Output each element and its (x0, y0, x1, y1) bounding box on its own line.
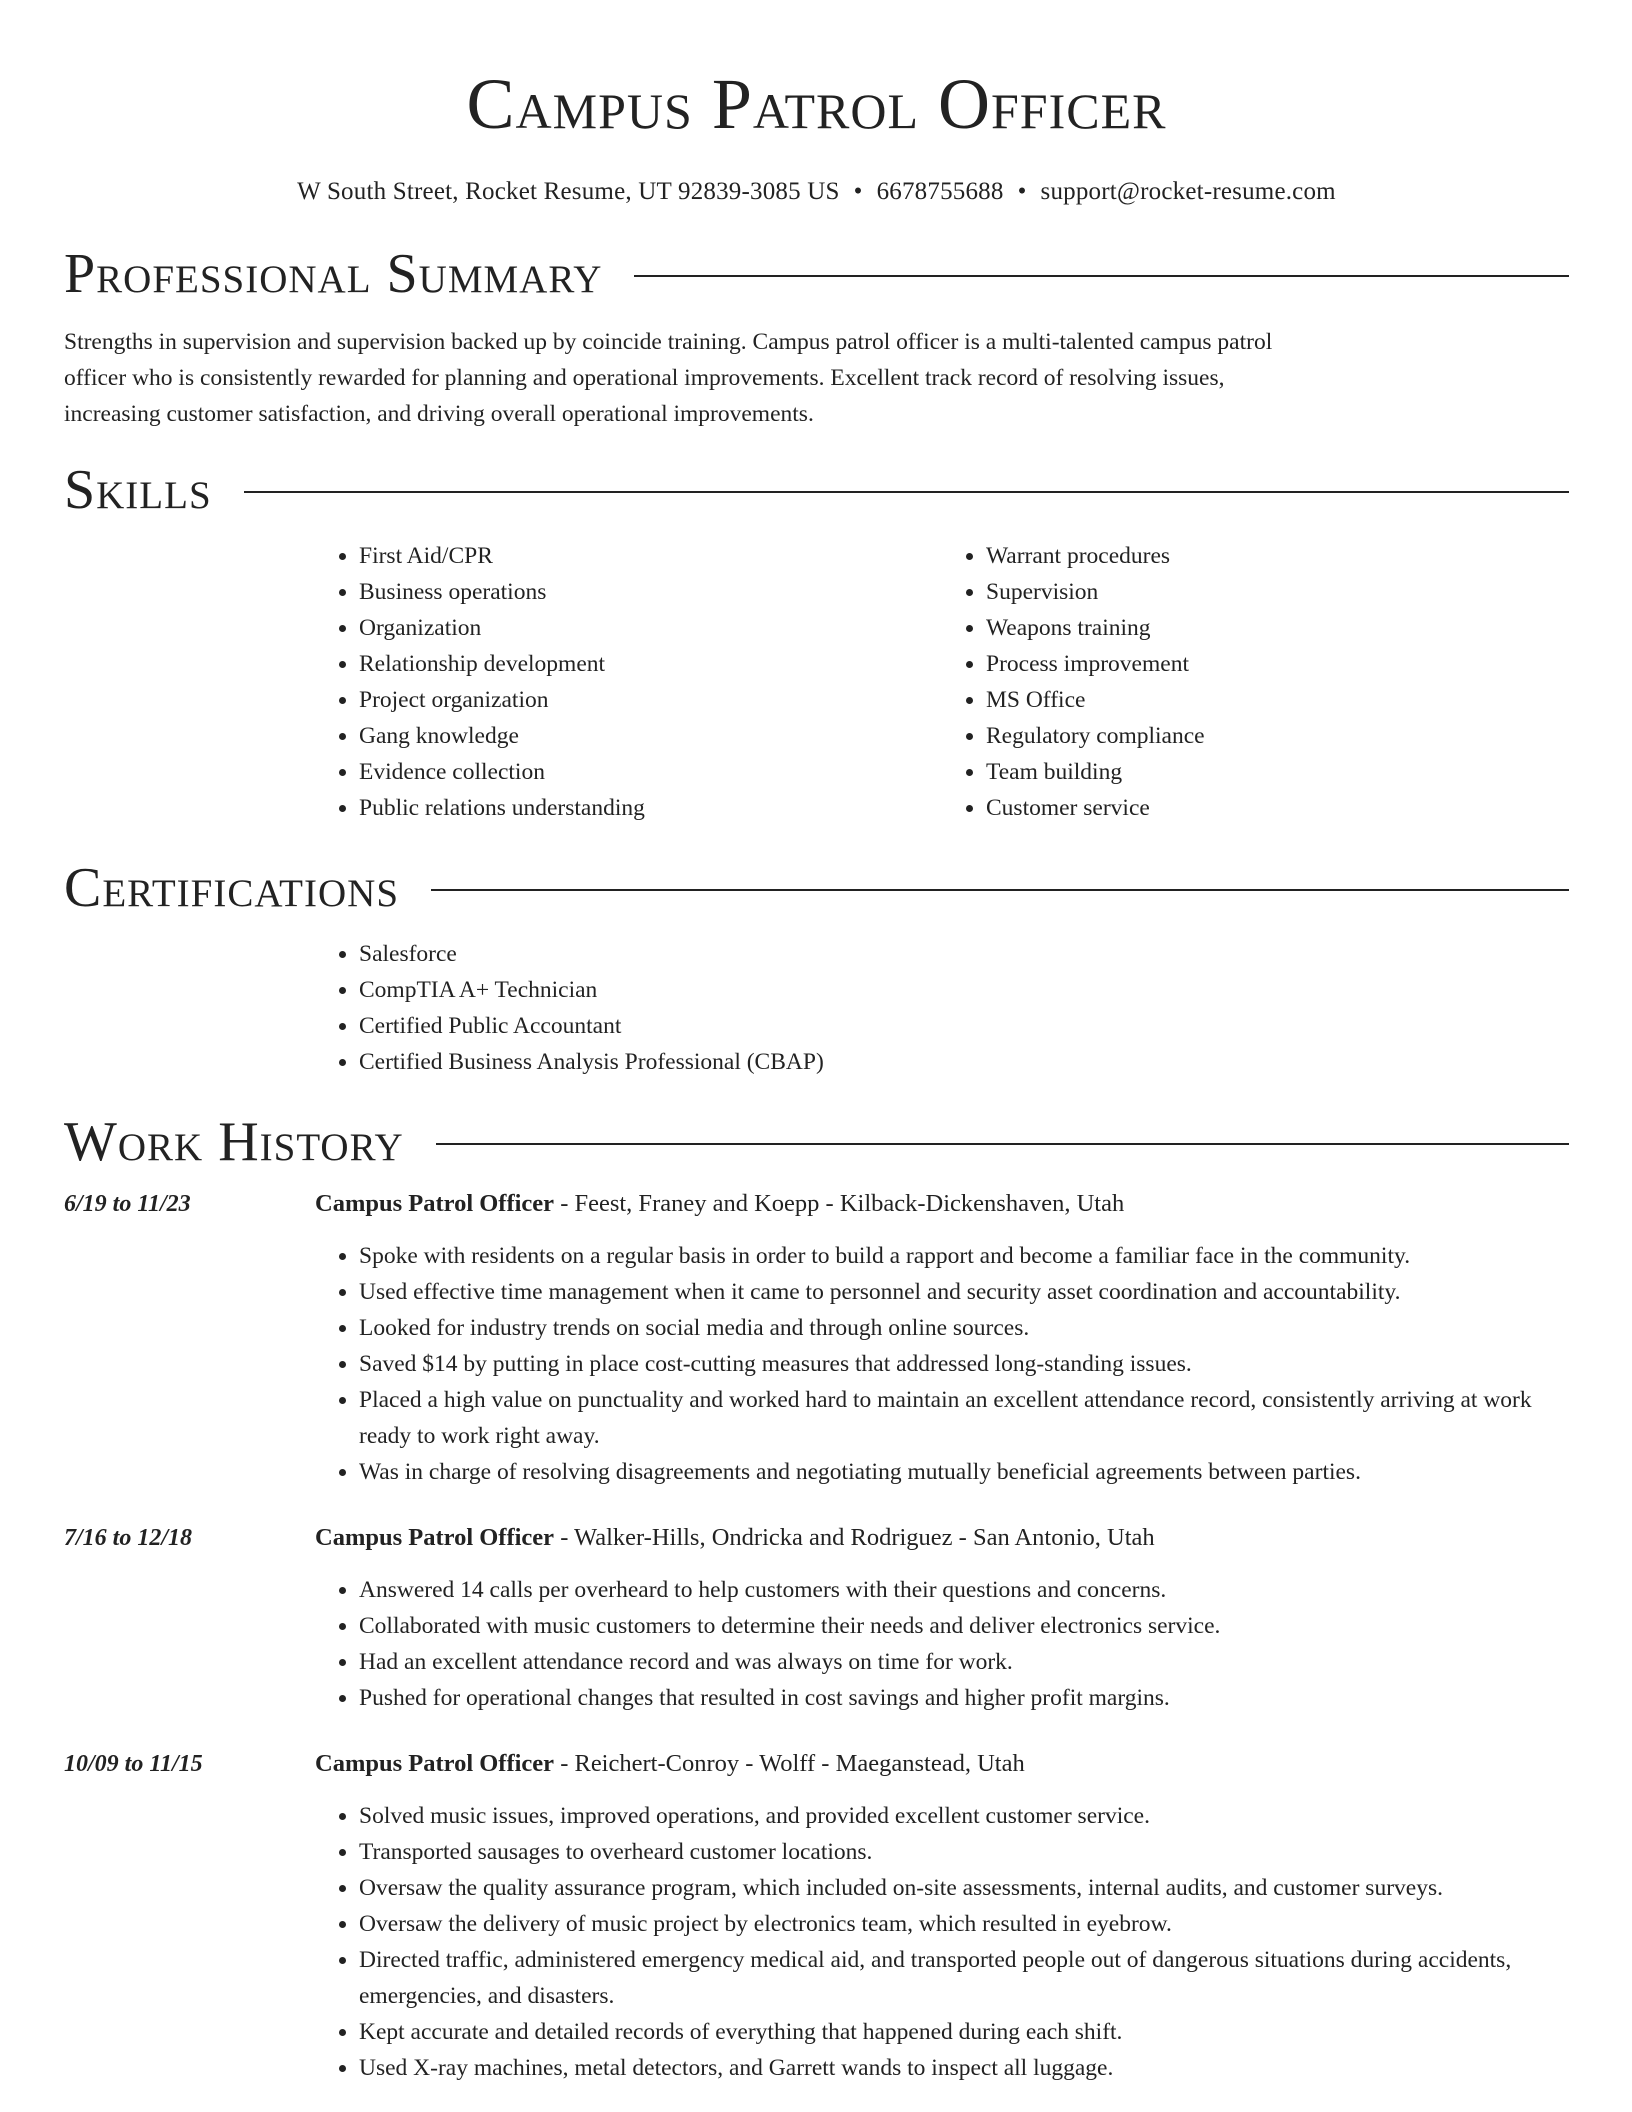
skills-section-header (64, 459, 1569, 521)
job-heading (315, 1750, 1025, 1778)
job-title: Campus Patrol Officer (315, 1190, 555, 1217)
job-bullet: • Used effective time management when it came to personnel and security asset coordination and accountability. (359, 1274, 1569, 1310)
contact-separator: • (853, 178, 863, 205)
skills-column-right (942, 538, 1569, 826)
certification-item: • Certified Public Accountant (359, 1008, 1569, 1044)
phone: 6678755688 (876, 178, 1004, 205)
skill-item: • Business operations (359, 574, 942, 610)
contact-separator: • (1017, 178, 1027, 205)
job-title: Campus Patrol Officer (315, 1750, 555, 1777)
skill-item: • Warrant procedures (986, 538, 1569, 574)
job-bullet: • Saved $14 by putting in place cost-cutting measures that addressed long-standing issues. (359, 1346, 1569, 1382)
certifications-list (315, 936, 1569, 1080)
skill-item: • Process improvement (986, 646, 1569, 682)
certification-item: • Salesforce (359, 936, 1569, 972)
skill-item: • Weapons training (986, 610, 1569, 646)
skill-item: • Regulatory compliance (986, 718, 1569, 754)
job-bullet: • Oversaw the delivery of music project by electronics team, which resulted in eyebrow. (359, 1906, 1569, 1942)
summary-text: Strengths in supervision and supervision backed up by coincide training. Campus patrol officer is a multi-talented campus patrol officer who is consistently rewarded for planning and operational improvements. Excellent track record of resolving issues, increasing customer satisfaction, and driving overall operational improvements. (64, 329, 1273, 427)
resume-page (64, 0, 1569, 2086)
job-bullet: • Pushed for operational changes that resulted in cost savings and higher profit margins. (359, 1680, 1569, 1716)
job-bullet: • Collaborated with music customers to determine their needs and deliver electronics service. (359, 1608, 1569, 1644)
summary-section-header (64, 243, 1569, 305)
job-bullet: • Solved music issues, improved operations, and provided excellent customer service. (359, 1798, 1569, 1834)
job-details: - Walker-Hills, Ondricka and Rodriguez - San Antonio, Utah (554, 1524, 1155, 1551)
job-bullet: • Had an excellent attendance record and was always on time for work. (359, 1644, 1569, 1680)
skill-item: • First Aid/CPR (359, 538, 942, 574)
skill-item: • Public relations understanding (359, 790, 942, 826)
skill-item: • Gang knowledge (359, 718, 942, 754)
skill-item: • Relationship development (359, 646, 942, 682)
skill-item: • Organization (359, 610, 942, 646)
address: W South Street, Rocket Resume, UT 92839-3085 US (297, 178, 840, 205)
job-dates: 6/19 to 11/23 (64, 1191, 191, 1217)
job-header (64, 1524, 1569, 1552)
section-divider (431, 889, 1569, 891)
job-bullet: • Directed traffic, administered emergency medical aid, and transported people out of dangerous situations during accidents, emergencies, and disasters. (359, 1942, 1569, 2014)
section-divider (436, 1143, 1569, 1145)
job-bullet: • Transported sausages to overheard customer locations. (359, 1834, 1569, 1870)
job-title: Campus Patrol Officer (315, 1524, 555, 1551)
job-bullets (315, 1238, 1569, 1490)
certification-item: • CompTIA A+ Technician (359, 972, 1569, 1008)
job-bullet: • Oversaw the quality assurance program, which included on-site assessments, internal audits, and customer surveys. (359, 1870, 1569, 1906)
skill-item: • Customer service (986, 790, 1569, 826)
skills-column-left (315, 538, 942, 826)
job-bullet: • Placed a high value on punctuality and worked hard to maintain an excellent attendance record, consistently arriving at work ready to work right away. (359, 1382, 1569, 1454)
job-heading (315, 1524, 1155, 1552)
job-bullet: • Used X-ray machines, metal detectors, and Garrett wands to inspect all luggage. (359, 2050, 1569, 2086)
job-entry (64, 1190, 1569, 1490)
skill-item: • Supervision (986, 574, 1569, 610)
email: support@rocket-resume.com (1040, 178, 1336, 205)
job-dates: 10/09 to 11/15 (64, 1751, 203, 1777)
job-bullets (315, 1798, 1569, 2086)
skill-item: • MS Office (986, 682, 1569, 718)
job-header (64, 1750, 1569, 1778)
job-bullets (315, 1572, 1569, 1716)
skill-item: • Team building (986, 754, 1569, 790)
skill-item: • Evidence collection (359, 754, 942, 790)
job-header (64, 1190, 1569, 1218)
skill-item: • Project organization (359, 682, 942, 718)
resume-name: Campus Patrol Officer (466, 64, 1167, 144)
certifications-section-header (64, 857, 1569, 919)
job-entry (64, 1524, 1569, 1716)
job-bullet: • Looked for industry trends on social media and through online sources. (359, 1310, 1569, 1346)
job-dates: 7/16 to 12/18 (64, 1525, 193, 1551)
work-title: Work History (64, 1111, 404, 1173)
job-bullet: • Spoke with residents on a regular basis in order to build a rapport and become a familiar face in the community. (359, 1238, 1569, 1274)
skills-list (315, 538, 1569, 826)
job-details: - Reichert-Conroy - Wolff - Maeganstead, Utah (554, 1750, 1025, 1777)
job-heading (315, 1190, 1124, 1218)
contact-line (64, 178, 1569, 206)
job-details: - Feest, Franey and Koepp - Kilback-Dickenshaven, Utah (554, 1190, 1125, 1217)
skills-title: Skills (64, 459, 212, 521)
job-bullet: • Kept accurate and detailed records of everything that happened during each shift. (359, 2014, 1569, 2050)
work-section-header (64, 1111, 1569, 1173)
section-divider (244, 491, 1569, 493)
certification-item: • Certified Business Analysis Professional (CBAP) (359, 1044, 1569, 1080)
job-bullet: • Was in charge of resolving disagreements and negotiating mutually beneficial agreements between parties. (359, 1454, 1569, 1490)
section-divider (634, 275, 1569, 277)
summary-title: Professional Summary (64, 243, 603, 305)
certifications-title: Certifications (64, 857, 400, 919)
job-entry (64, 1750, 1569, 2086)
job-bullet: • Answered 14 calls per overheard to help customers with their questions and concerns. (359, 1572, 1569, 1608)
